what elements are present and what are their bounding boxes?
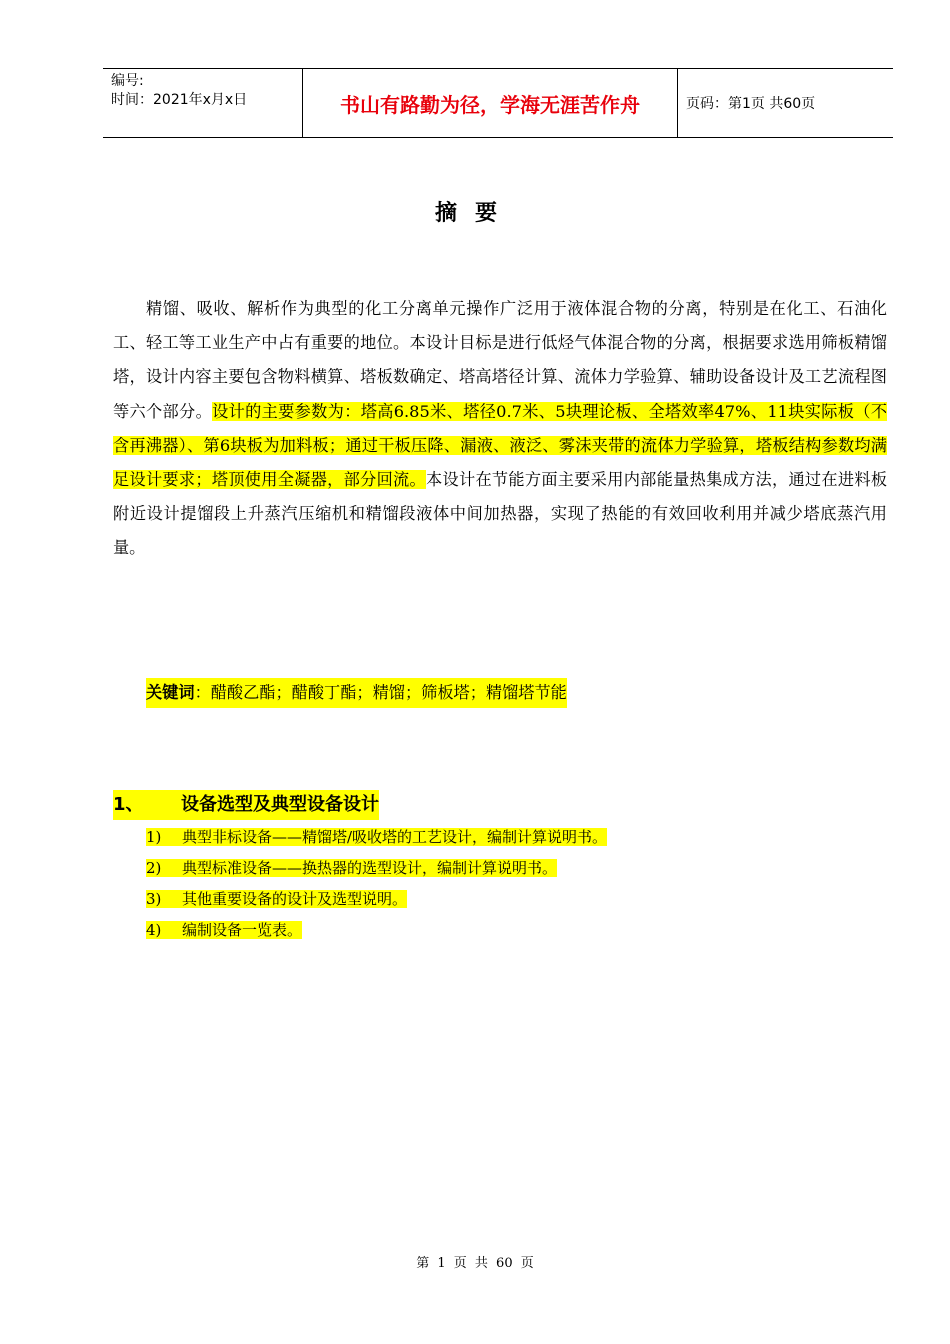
item-text: 其他重要设备的设计及选型说明。 [182, 890, 408, 908]
list-item [146, 853, 607, 884]
header-page-code: 页码：第1页 共60页 [686, 96, 816, 112]
list-item [146, 915, 607, 946]
item-list [146, 822, 607, 946]
item-number: 4) [146, 921, 162, 939]
item-text: 典型标准设备——换热器的选型设计，编制计算说明书。 [182, 859, 558, 877]
item-text: 编制设备一览表。 [182, 921, 303, 939]
page-title: 摘要 [434, 201, 515, 226]
page-footer: 第 1 页 共 60 页 [416, 1256, 534, 1271]
section-heading [113, 790, 379, 820]
keywords-text: ：醋酸乙酯；醋酸丁酯；精馏；筛板塔；精馏塔节能 [194, 683, 567, 702]
item-text: 典型非标设备——精馏塔/吸收塔的工艺设计，编制计算说明书。 [182, 828, 608, 846]
abstract-text-2: 本设计在节能方面主要采用内部能量热集成方法，通过在进料板附近设计提馏段上升蒸汽压缩机和精馏段液体中间加热器，实现了热能的有效回收利用并减少塔底蒸汽用量。 [113, 470, 888, 558]
time-label: 时间：2021年x月x日 [111, 92, 248, 108]
section-title: 设备选型及典型设备设计 [181, 794, 379, 815]
item-number: 1) [146, 828, 162, 846]
abstract-text-1: 精馏、吸收、解析作为典型的化工分离单元操作广泛用于液体混合物的分离，特别是在化工、石油化工、轻工等工业生产中占有重要的地位。本设计目标是进行低烃气体混合物的分离，根据要求选用筛板精馏塔，设计内容主要包含物料横算、塔板数确定、塔高塔径计算、流体力学验算、辅助设备设计及工艺流程图等六个部分。 [113, 299, 887, 421]
list-item [146, 884, 607, 915]
page-header [103, 68, 893, 138]
item-number: 3) [146, 890, 162, 908]
section-number: 1、 [113, 794, 144, 815]
item-number: 2) [146, 859, 162, 877]
abstract-highlight: 设计的主要参数为：塔高6.85米、塔径0.7米、5块理论板、全塔效率47%、11块实际板（不含再沸器）、第6块板为加料板；通过干板压降、漏液、液泛、雾沫夹带的流体力学验算，塔板结构参数均满足设计要求；塔顶使用全凝器，部分回流。 [113, 401, 888, 490]
abstract-paragraph [113, 292, 887, 566]
keywords-label: 关键词 [146, 683, 195, 702]
number-label: 编号: [111, 73, 144, 89]
list-item [146, 822, 607, 853]
header-info-cell [103, 69, 303, 137]
header-motto: 书山有路勤为径，学海无涯苦作舟 [303, 69, 678, 137]
keywords-line [146, 678, 567, 708]
